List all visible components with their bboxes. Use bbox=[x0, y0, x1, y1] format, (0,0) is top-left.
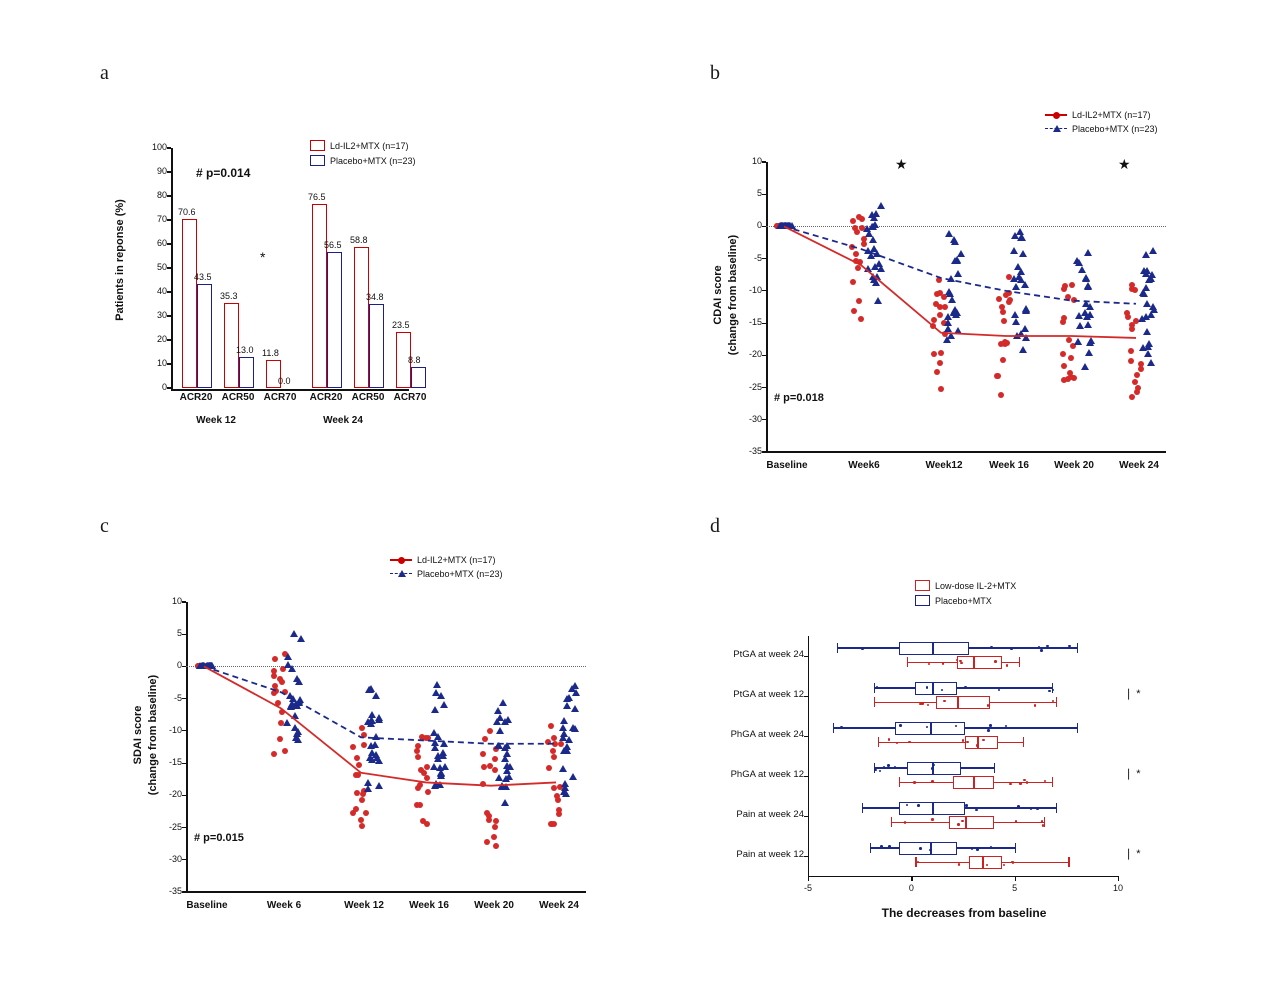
d-whisker-cap bbox=[837, 643, 838, 653]
a-y-tick-label: 20 bbox=[156, 334, 167, 344]
d-data-point bbox=[1009, 783, 1012, 786]
d-data-point bbox=[1019, 782, 1022, 785]
b-legend-label-blue: Placebo+MTX (n=23) bbox=[1072, 124, 1158, 134]
d-x-tick-label: 5 bbox=[1012, 883, 1018, 893]
a-bar-value-label: 76.5 bbox=[308, 192, 326, 203]
d-box bbox=[936, 696, 990, 709]
d-whisker-cap bbox=[1056, 697, 1057, 707]
red-line-marker-icon bbox=[1045, 111, 1067, 119]
d-x-tick-label: 0 bbox=[908, 883, 914, 893]
d-y-tick bbox=[804, 816, 808, 817]
d-x-tick bbox=[808, 876, 809, 881]
a-bar-red bbox=[312, 204, 327, 388]
b-y-tick-label: 0 bbox=[756, 220, 762, 231]
d-box bbox=[899, 842, 957, 855]
d-median-line bbox=[973, 656, 975, 669]
b-x-tick-label: Baseline bbox=[766, 460, 808, 471]
d-data-point bbox=[861, 648, 864, 651]
d-x-axis bbox=[808, 876, 1118, 877]
d-row-label: PtGA at week 12 bbox=[733, 689, 804, 700]
d-whisker-left bbox=[878, 742, 965, 743]
d-data-point bbox=[943, 700, 946, 703]
d-significance-marker: ❘ * bbox=[1124, 768, 1141, 780]
a-bar-value-label: 34.8 bbox=[366, 292, 384, 303]
d-whisker-cap bbox=[878, 737, 879, 747]
a-annotation-pvalue: # p=0.014 bbox=[196, 166, 251, 180]
c-y-tick-label: -10 bbox=[168, 724, 182, 735]
c-legend bbox=[390, 555, 503, 583]
d-data-point bbox=[840, 726, 843, 729]
d-box bbox=[915, 682, 956, 695]
d-row-label: Pain at week 24 bbox=[736, 809, 804, 820]
d-data-point bbox=[942, 662, 945, 665]
c-y-axis-title-line1: SDAI score bbox=[132, 705, 144, 765]
d-data-point bbox=[874, 769, 877, 772]
d-data-point bbox=[913, 781, 916, 784]
a-bar-value-label: 11.8 bbox=[262, 347, 279, 358]
d-whisker-right bbox=[957, 687, 1052, 688]
c-y-tick-label: -35 bbox=[168, 886, 182, 896]
d-whisker-cap bbox=[1023, 737, 1024, 747]
d-data-point bbox=[896, 742, 899, 745]
d-x-tick-label: 10 bbox=[1112, 883, 1123, 893]
d-whisker-cap bbox=[1077, 643, 1078, 653]
a-y-tick bbox=[167, 243, 171, 244]
b-legend-row-blue bbox=[1045, 124, 1158, 134]
a-y-tick bbox=[167, 339, 171, 340]
d-data-point bbox=[931, 780, 934, 783]
d-data-point bbox=[976, 848, 979, 851]
d-median-line bbox=[932, 642, 934, 655]
d-x-tick bbox=[1118, 876, 1119, 881]
d-data-point bbox=[962, 739, 965, 742]
blue-box-icon bbox=[915, 595, 930, 606]
d-data-point bbox=[887, 764, 890, 767]
d-y-tick bbox=[804, 736, 808, 737]
b-y-axis-title-line1: CDAI score bbox=[712, 265, 724, 325]
a-legend-row-red bbox=[310, 140, 416, 151]
d-row-label: PhGA at week 12 bbox=[730, 769, 804, 780]
a-y-tick bbox=[167, 219, 171, 220]
d-whisker-cap bbox=[891, 817, 892, 827]
a-plot-area bbox=[172, 148, 421, 388]
b-x-tick-label: Week 16 bbox=[989, 460, 1029, 471]
d-whisker-right bbox=[990, 702, 1056, 703]
d-data-point bbox=[921, 702, 924, 705]
a-category-label: ACR70 bbox=[263, 392, 297, 403]
d-box bbox=[969, 856, 1002, 869]
d-median-line bbox=[957, 696, 959, 709]
d-data-point bbox=[989, 724, 992, 727]
d-whisker-right bbox=[957, 847, 1015, 848]
d-data-point bbox=[965, 804, 968, 807]
d-data-point bbox=[964, 686, 967, 689]
c-y-tick-label: -20 bbox=[168, 789, 182, 800]
d-data-point bbox=[994, 660, 997, 663]
d-whisker-cap bbox=[862, 803, 863, 813]
d-whisker-right bbox=[998, 742, 1023, 743]
d-box bbox=[949, 816, 994, 829]
a-group-label-week12: Week 12 bbox=[196, 415, 236, 426]
d-data-point bbox=[961, 820, 964, 823]
a-x-axis bbox=[171, 389, 409, 391]
d-data-point bbox=[1052, 689, 1055, 692]
d-y-tick bbox=[804, 776, 808, 777]
d-median-line bbox=[973, 776, 975, 789]
c-y-tick-label: -5 bbox=[173, 692, 182, 703]
a-category-label: ACR20 bbox=[309, 392, 343, 403]
b-annotation-pvalue: # p=0.018 bbox=[774, 392, 824, 404]
d-median-line bbox=[965, 816, 967, 829]
d-data-point bbox=[960, 662, 963, 665]
a-y-axis-title: Patients in reponse (%) bbox=[114, 199, 126, 321]
d-whisker-cap bbox=[899, 777, 900, 787]
d-data-point bbox=[1036, 807, 1039, 810]
c-y-tick-label: -30 bbox=[168, 853, 182, 864]
d-whisker-cap bbox=[994, 763, 995, 773]
d-box bbox=[965, 736, 998, 749]
c-y-tick-label: 0 bbox=[176, 660, 182, 671]
d-whisker-cap bbox=[1019, 657, 1020, 667]
d-significance-marker: ❘ * bbox=[1124, 848, 1141, 860]
d-x-tick bbox=[1015, 876, 1016, 881]
d-data-point bbox=[1042, 824, 1045, 827]
d-whisker-left bbox=[891, 822, 949, 823]
panel-label-a: a bbox=[100, 62, 109, 84]
a-bar-value-label: 8.8 bbox=[408, 354, 421, 365]
a-bar-blue bbox=[239, 357, 254, 388]
a-category-label: ACR50 bbox=[351, 392, 385, 403]
b-y-tick-label: 10 bbox=[751, 156, 762, 166]
d-whisker-left bbox=[899, 782, 953, 783]
a-y-tick bbox=[167, 171, 171, 172]
a-bar-value-label: 35.3 bbox=[220, 291, 238, 302]
d-data-point bbox=[931, 818, 934, 821]
d-median-line bbox=[930, 842, 932, 855]
d-whisker-right bbox=[961, 767, 994, 768]
d-data-point bbox=[1040, 649, 1043, 652]
d-data-point bbox=[1068, 645, 1071, 648]
a-legend bbox=[310, 140, 416, 170]
panel-label-d: d bbox=[710, 515, 720, 537]
d-whisker-cap bbox=[874, 697, 875, 707]
d-whisker-right bbox=[969, 647, 1076, 648]
b-star-week12: ★ bbox=[895, 156, 908, 172]
d-whisker-left bbox=[874, 687, 915, 688]
a-category-label: ACR50 bbox=[221, 392, 255, 403]
d-row-label: PhGA at week 24 bbox=[730, 729, 804, 740]
d-y-tick bbox=[804, 656, 808, 657]
a-legend-row-blue bbox=[310, 155, 416, 166]
c-y-tick-label: 5 bbox=[176, 628, 182, 639]
a-y-tick bbox=[167, 363, 171, 364]
d-data-point bbox=[987, 704, 990, 707]
a-y-tick-label: 10 bbox=[156, 358, 167, 368]
d-legend-row-red bbox=[915, 580, 1016, 591]
c-x-tick-label: Week 16 bbox=[409, 900, 449, 911]
d-whisker-left bbox=[870, 847, 899, 848]
a-significance-star: * bbox=[260, 249, 266, 265]
d-x-tick bbox=[911, 876, 912, 881]
blue-box-icon bbox=[310, 155, 325, 166]
d-y-tick bbox=[804, 856, 808, 857]
d-whisker-cap bbox=[907, 657, 908, 667]
d-data-point bbox=[919, 847, 922, 850]
d-legend bbox=[915, 580, 1016, 610]
b-mean-lines bbox=[766, 162, 1166, 452]
blue-dashed-line-marker-icon bbox=[390, 570, 412, 578]
panel-label-c: c bbox=[100, 515, 109, 537]
d-x-axis-title: The decreases from baseline bbox=[881, 906, 1047, 920]
d-data-point bbox=[880, 845, 883, 848]
a-y-tick-label: 70 bbox=[156, 214, 167, 224]
b-x-tick-label: Week6 bbox=[848, 460, 880, 471]
a-y-tick-label: 40 bbox=[156, 286, 167, 296]
c-x-tick-label: Week 24 bbox=[539, 900, 579, 911]
d-y-tick bbox=[804, 696, 808, 697]
b-plot-area bbox=[766, 162, 1166, 452]
a-bar-blue bbox=[197, 284, 212, 388]
a-bar-red bbox=[354, 247, 369, 388]
a-bar-blue bbox=[411, 367, 426, 388]
d-data-point bbox=[998, 689, 1001, 692]
d-whisker-left bbox=[862, 807, 899, 808]
a-y-tick-label: 90 bbox=[156, 166, 167, 176]
chart-panel-b bbox=[700, 110, 1220, 490]
a-y-tick-label: 60 bbox=[156, 238, 167, 248]
a-y-tick bbox=[167, 315, 171, 316]
c-annotation-pvalue: # p=0.015 bbox=[194, 832, 244, 844]
d-data-point bbox=[879, 770, 882, 773]
b-y-tick-label: -30 bbox=[748, 413, 762, 424]
chart-panel-a bbox=[100, 130, 480, 430]
d-data-point bbox=[1003, 864, 1006, 867]
b-x-tick-label: Week 20 bbox=[1054, 460, 1094, 471]
a-y-tick-label: 30 bbox=[156, 310, 167, 320]
d-whisker-cap bbox=[1056, 803, 1057, 813]
c-x-tick-label: Week 12 bbox=[344, 900, 384, 911]
d-whisker-right bbox=[965, 807, 1056, 808]
b-y-tick-label: -20 bbox=[748, 349, 762, 360]
d-median-line bbox=[930, 722, 932, 735]
d-whisker-right bbox=[994, 822, 1044, 823]
d-data-point bbox=[1041, 820, 1044, 823]
c-legend-label-blue: Placebo+MTX (n=23) bbox=[417, 569, 503, 579]
a-bar-value-label: 43.5 bbox=[194, 271, 212, 282]
b-y-tick-label: -10 bbox=[748, 284, 762, 295]
d-row-label: Pain at week 12 bbox=[736, 849, 804, 860]
d-data-point bbox=[987, 729, 990, 732]
a-legend-label-blue: Placebo+MTX (n=23) bbox=[330, 155, 416, 166]
d-data-point bbox=[888, 845, 891, 848]
c-y-tick-label: -15 bbox=[168, 757, 182, 768]
d-whisker-right bbox=[965, 727, 1077, 728]
d-data-point bbox=[990, 646, 993, 649]
b-x-tick-label: Week12 bbox=[925, 460, 963, 471]
d-data-point bbox=[982, 861, 985, 864]
d-data-point bbox=[971, 848, 974, 851]
a-bar-blue bbox=[327, 252, 342, 388]
d-data-point bbox=[1048, 690, 1051, 693]
b-y-tick-label: -5 bbox=[753, 252, 762, 263]
d-median-line bbox=[932, 682, 934, 695]
d-whisker-right bbox=[994, 782, 1052, 783]
red-box-icon bbox=[310, 140, 325, 151]
d-whisker-left bbox=[907, 662, 957, 663]
a-y-tick bbox=[167, 387, 171, 388]
c-y-tick-label: -25 bbox=[168, 821, 182, 832]
d-y-axis bbox=[808, 636, 809, 876]
b-y-axis-title-line2: (change from baseline) bbox=[727, 234, 739, 356]
c-mean-lines bbox=[186, 602, 586, 892]
d-whisker-left bbox=[837, 647, 899, 648]
d-whisker-cap bbox=[870, 843, 871, 853]
a-bar-value-label: 0.0 bbox=[278, 376, 291, 386]
b-y-tick-label: -15 bbox=[748, 317, 762, 328]
c-legend-row-red bbox=[390, 555, 503, 565]
d-median-line bbox=[977, 736, 979, 749]
d-significance-marker: ❘ * bbox=[1124, 688, 1141, 700]
d-row-label: PtGA at week 24 bbox=[733, 649, 804, 660]
d-data-point bbox=[1010, 648, 1013, 651]
c-x-tick-label: Week 20 bbox=[474, 900, 514, 911]
d-data-point bbox=[908, 741, 911, 744]
b-star-week24: ★ bbox=[1118, 156, 1131, 172]
a-y-tick bbox=[167, 147, 171, 148]
c-x-tick-label: Week 6 bbox=[266, 900, 302, 911]
a-y-tick bbox=[167, 267, 171, 268]
d-data-point bbox=[958, 863, 961, 866]
d-whisker-cap bbox=[1077, 723, 1078, 733]
a-y-tick bbox=[167, 291, 171, 292]
c-y-axis-title-line2: (change from baseline) bbox=[147, 674, 159, 796]
d-legend-row-blue bbox=[915, 595, 1016, 606]
d-data-point bbox=[1026, 781, 1029, 784]
d-whisker-cap bbox=[833, 723, 834, 733]
d-legend-label-blue: Placebo+MTX bbox=[935, 595, 992, 606]
a-y-tick-label: 80 bbox=[156, 190, 167, 200]
a-bar-value-label: 70.6 bbox=[178, 206, 196, 217]
d-data-point bbox=[982, 739, 985, 742]
a-bar-value-label: 56.5 bbox=[324, 240, 342, 251]
b-legend bbox=[1045, 110, 1158, 138]
d-x-tick-label: -5 bbox=[803, 883, 812, 893]
b-legend-row-red bbox=[1045, 110, 1158, 120]
d-data-point bbox=[1034, 704, 1037, 707]
b-x-tick-label: Week 24 bbox=[1119, 460, 1159, 471]
a-y-tick-label: 0 bbox=[161, 382, 167, 392]
d-data-point bbox=[917, 804, 920, 807]
b-legend-label-red: Ld-IL2+MTX (n=17) bbox=[1072, 110, 1151, 120]
c-legend-label-red: Ld-IL2+MTX (n=17) bbox=[417, 555, 496, 565]
d-data-point bbox=[966, 741, 969, 744]
d-whisker-cap bbox=[1068, 857, 1069, 867]
d-data-point bbox=[928, 663, 931, 666]
d-whisker-left bbox=[874, 702, 936, 703]
a-y-tick bbox=[167, 195, 171, 196]
d-whisker-left bbox=[915, 862, 969, 863]
c-legend-row-blue bbox=[390, 569, 503, 579]
c-plot-area bbox=[186, 602, 586, 892]
b-y-tick-label: 5 bbox=[756, 188, 762, 199]
b-y-tick-label: -35 bbox=[748, 446, 762, 456]
a-bar-value-label: 13.0 bbox=[236, 344, 254, 355]
a-bar-value-label: 23.5 bbox=[392, 319, 410, 330]
d-data-point bbox=[927, 704, 930, 707]
d-data-point bbox=[975, 809, 978, 812]
d-whisker-cap bbox=[1015, 843, 1016, 853]
d-whisker-cap bbox=[1052, 777, 1053, 787]
c-y-tick-label: 10 bbox=[171, 596, 182, 606]
red-box-icon bbox=[915, 580, 930, 591]
red-line-marker-icon bbox=[390, 556, 412, 564]
a-legend-label-red: Ld-IL2+MTX (n=17) bbox=[330, 140, 409, 151]
d-whisker-right bbox=[1002, 662, 1019, 663]
a-y-tick-label: 100 bbox=[151, 142, 167, 152]
d-box bbox=[899, 642, 969, 655]
a-category-label: ACR20 bbox=[179, 392, 213, 403]
b-y-tick-label: -25 bbox=[748, 381, 762, 392]
blue-dashed-line-marker-icon bbox=[1045, 125, 1067, 133]
d-data-point bbox=[1006, 664, 1009, 667]
a-group-label-week24: Week 24 bbox=[323, 415, 363, 426]
a-bar-blue bbox=[369, 304, 384, 388]
d-data-point bbox=[957, 823, 960, 826]
a-bar-value-label: 58.8 bbox=[350, 234, 368, 245]
panel-label-b: b bbox=[710, 62, 720, 84]
d-legend-label-red: Low-dose IL-2+MTX bbox=[935, 580, 1017, 591]
a-bar-red bbox=[182, 219, 197, 388]
chart-panel-c bbox=[90, 555, 610, 940]
d-data-point bbox=[888, 738, 891, 741]
a-y-tick-label: 50 bbox=[156, 262, 167, 272]
c-x-tick-label: Baseline bbox=[186, 900, 228, 911]
a-category-label: ACR70 bbox=[393, 392, 427, 403]
d-whisker-left bbox=[874, 767, 907, 768]
chart-panel-d bbox=[700, 540, 1220, 940]
d-data-point bbox=[899, 724, 902, 727]
d-data-point bbox=[1030, 808, 1033, 811]
d-data-point bbox=[931, 767, 934, 770]
d-median-line bbox=[932, 802, 934, 815]
d-data-point bbox=[1017, 805, 1020, 808]
